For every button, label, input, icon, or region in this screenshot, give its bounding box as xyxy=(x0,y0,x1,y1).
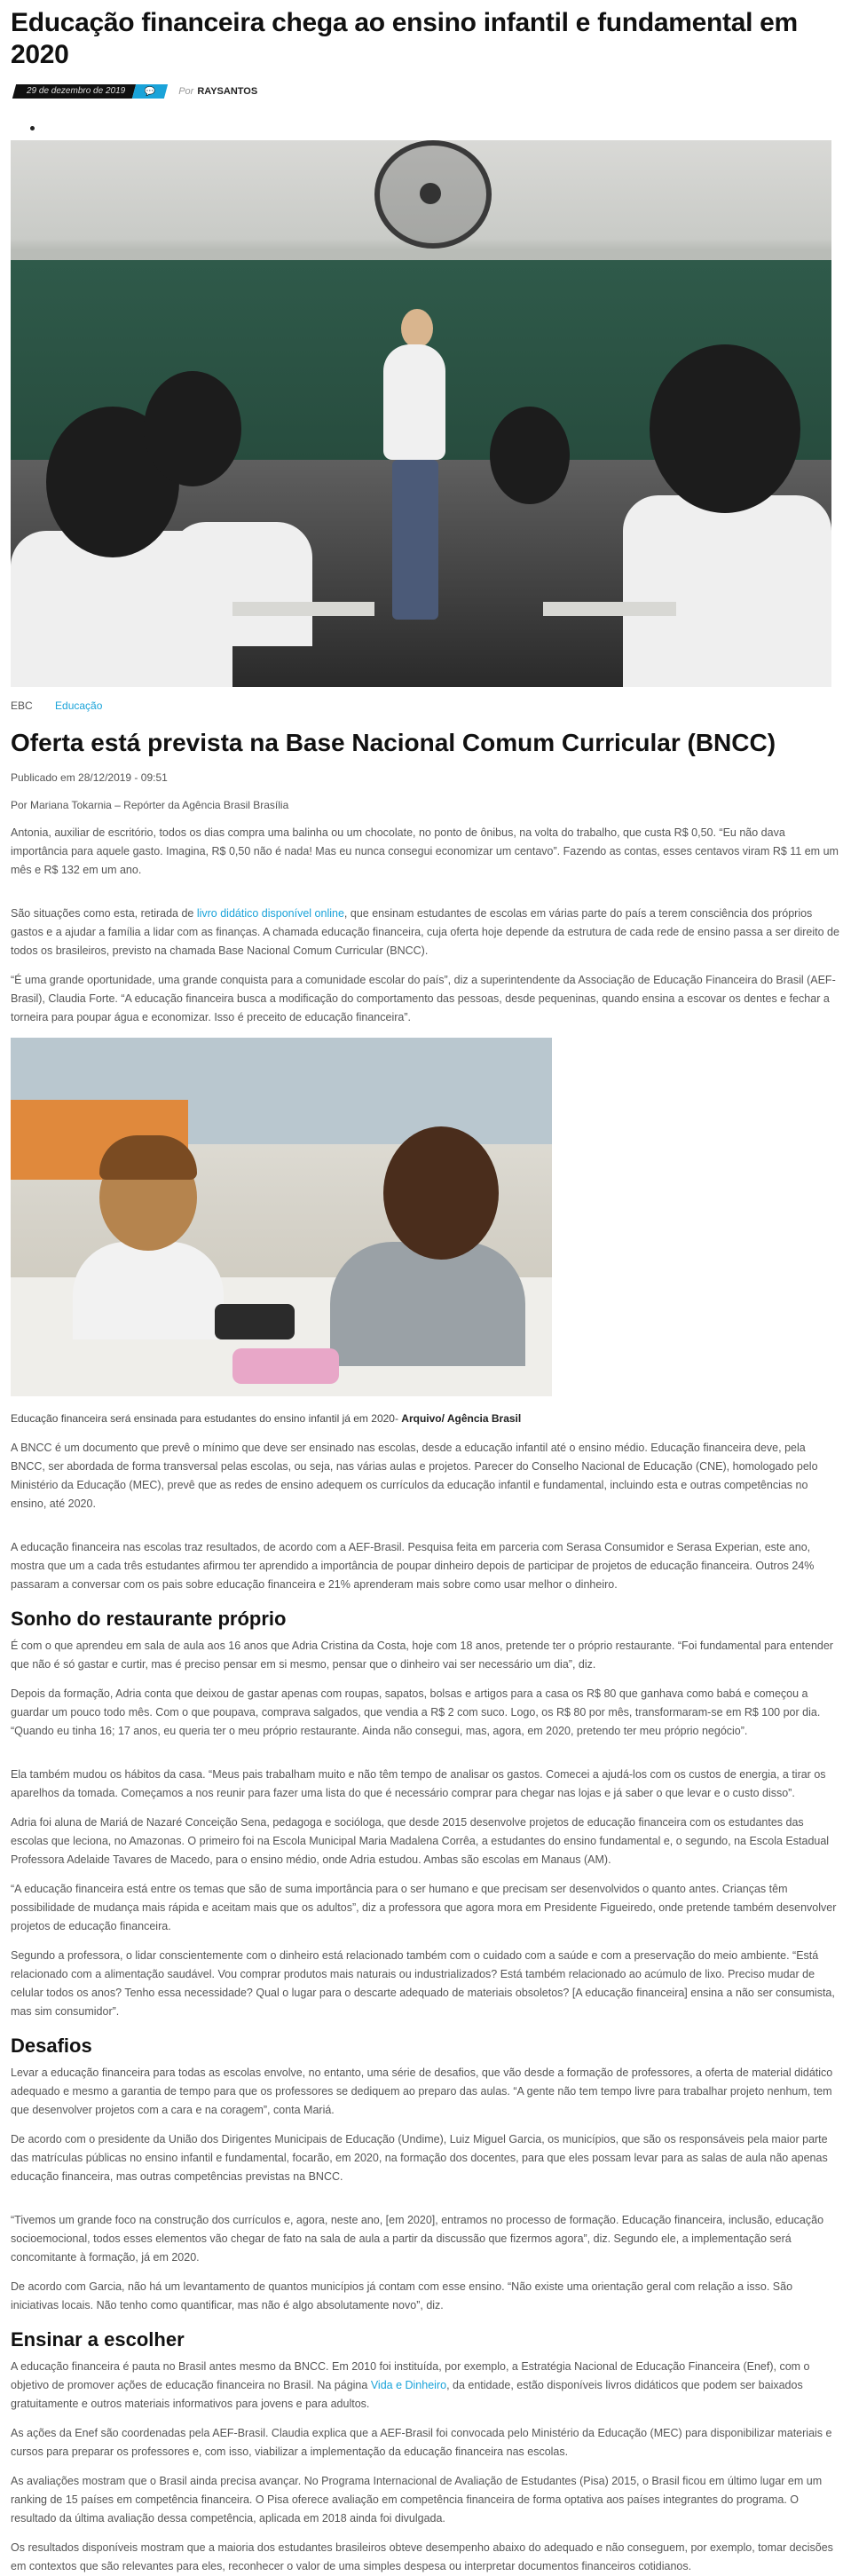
paragraph: Depois da formação, Adria conta que deixou de gastar apenas com roupas, sapatos, bolsas e artigos para a casa os R$ 80 que ganhava como babá e começou a guardar um pouco todo mês. Com o que poupava, comprava salgados, que vendia a R$ 2 com suco. Logo, os R$ 80 por mês, transformaram-se em R$ 100 por dia. “Quando eu tinha 16; 17 anos, eu queria ter o meu próprio restaurante. Ainda não consegui, mas, agora, em 2020, pretendo ter meu próprio negócio”. xyxy=(11,1687,821,1737)
date-badge xyxy=(12,84,136,99)
student-back-head xyxy=(490,407,570,504)
teacher xyxy=(401,309,433,348)
boy xyxy=(73,1242,224,1339)
hero-image xyxy=(11,140,831,687)
text: , que ensinam estudantes de escolas em várias parte do país a terem consciência dos próprios gastos e a ajudar a família a lidar com as finanças. A chamada educação financeira, cuja oferta hoje depende da estrutura de cada rede de ensino passa a ser direito de todos os brasileiros, previsto na chamada Base Nacional Comum Curricular (BNCC). xyxy=(11,907,839,957)
paragraph xyxy=(11,2358,843,2414)
student-mid xyxy=(170,522,312,646)
article-page xyxy=(11,0,843,2576)
paragraph: É com o que aprendeu em sala de aula aos 16 anos que Adria Cristina da Costa, hoje com 18 anos, pretende ter o próprio restaurante. “Foi fundamental para entender que não é só gastar e curtir, mas é preciso pensar em si mesmo, pensar que o dinheiro vai ser necessário um dia”, diz. xyxy=(11,1640,833,1671)
comments-badge[interactable] xyxy=(132,84,168,99)
link-livro-didatico[interactable]: livro didático disponível online xyxy=(196,907,344,920)
pink-pencil-case xyxy=(232,1348,339,1384)
ceiling-fan xyxy=(374,140,492,249)
paragraph xyxy=(11,905,843,960)
paragraph: As avaliações mostram que o Brasil ainda precisa avançar. No Programa Internacional de Avaliação de Estudantes (Pisa) 2015, o Brasil ficou em último lugar em um ranking de 15 países em competência financeira. O Pisa oferece avaliação em competência financeira de forma optativa aos países integrantes do programa. O resultado da última avaliação dessa competência, aplicada em 2018 ainda foi divulgada. xyxy=(11,2475,823,2525)
comment-icon: 💬 xyxy=(144,86,156,97)
desk xyxy=(232,602,374,616)
link-vida-e-dinheiro[interactable]: Vida e Dinheiro xyxy=(370,2379,447,2391)
paragraph: Levar a educação financeira para todas as escolas envolve, no entanto, uma série de desafios, que vão desde a formação de professores, a oferta de material didático adequado e mesmo a garantia de tempo para que os professores se dediquem ao preparo das aulas. “A gente não tem tempo livre para trabalhar projeto nenhum, tem que desenvolver projetos com a cara e na coragem”, conta Mariá. xyxy=(11,2066,833,2116)
paragraph: “É uma grande oportunidade, uma grande conquista para a comunidade escolar do país”, diz a superintendente da Associação de Educação Financeira do Brasil (AEF-Brasil), Claudia Forte. “A educação financeira busca a modificação do comportamento das pessoas, desde pequeninas, quando ensina a escovar os dentes e fechar a torneira para poupar água e economizar. Isso é preceito de educação financeira”. xyxy=(11,974,836,1023)
article-photo xyxy=(11,1038,552,1396)
photo-caption xyxy=(11,1410,843,1426)
paragraph: A BNCC é um documento que prevê o mínimo que deve ser ensinado nas escolas, desde a educação infantil até o ensino médio. Educação financeira deve, pela BNCC, ser abordada de forma transversal pelas escolas, ou seja, nas várias aulas e projetos. Parecer do Conselho Nacional de Educação (CNE), homologado pelo Ministério da Educação (MEC), prevê que as redes de ensino adequem os currículos da educação infantil e fundamental, incluindo esta e outras competências no ensino, até 2020. xyxy=(11,1442,818,1510)
girl-head xyxy=(383,1126,499,1260)
teacher-shirt xyxy=(383,344,445,460)
student-mid-head xyxy=(144,371,241,486)
article-subtitle: Oferta está prevista na Base Nacional Comum Curricular (BNCC) xyxy=(11,729,776,756)
pencil-case xyxy=(215,1304,295,1339)
section-heading: Desafios xyxy=(11,2035,92,2057)
section-heading: Ensinar a escolher xyxy=(11,2328,185,2351)
bullet-icon xyxy=(30,126,35,130)
paragraph: Antonia, auxiliar de escritório, todos os dias compra uma balinha ou um chocolate, no ponto de ônibus, na volta do trabalho, que custa R$ 0,50. “Eu não dava importância para aquele gasto. Imagina, R$ 0,50 não é nada! Mas eu nunca consegui economizar um centavo”. Fazendo as contas, esses centavos viram R$ 11 em um mês e R$ 132 em um ano. xyxy=(11,826,839,876)
text: A educação financeira é pauta no Brasil antes mesmo da BNCC. Em 2010 foi instituída, por exemplo, a Estratégia Nacional de Educação Financeira (Enef), com o objetivo de promover ações de educação financeira no Brasil. Na página xyxy=(11,2360,810,2391)
post-tags xyxy=(11,699,843,715)
paragraph: “A educação financeira está entre os temas que são de suma importância para o ser humano e que precisam ser desenvolvidos o quanto antes. Crianças têm possibilidade de mudança mais rápida e aceitam mais que os adultos”, diz a professora que agora mora em Presidente Figueiredo, onde pretende também desenvolver projetos de educação financeira. xyxy=(11,1883,837,1932)
paragraph: Segundo a professora, o lidar conscientemente com o dinheiro está relacionado também com o cuidado com a saúde e com a preservação do meio ambiente. “Está relacionado com a alimentação saudável. Vou comprar produtos mais naturais ou industrializados? Está também relacionado ao acúmulo de lixo. Preciso mudar de celular todos os anos? Tenho essa necessidade? Qual o lugar para o descarte adequado de materiais obsoletos? [A educação financeira] ensina a não ser consumista, mas sim consumidor”. xyxy=(11,1949,835,2018)
girl xyxy=(330,1242,525,1366)
caption-text: Educação financeira será ensinada para estudantes do ensino infantil já em 2020- xyxy=(11,1412,402,1425)
paragraph: De acordo com Garcia, não há um levantamento de quantos municípios já contam com esse ensino. “Não existe uma orientação geral com relação a isso. São iniciativas locais. Não tenho como quantificar, mas não é algo absolutamente novo”, diz. xyxy=(11,2280,793,2311)
tag-educacao[interactable]: Educação xyxy=(55,699,103,712)
desk xyxy=(543,602,676,616)
post-date: 29 de dezembro de 2019 xyxy=(27,86,126,96)
published-date: Publicado em 28/12/2019 - 09:51 xyxy=(11,771,168,784)
author-link[interactable]: RAYSANTOS xyxy=(197,86,258,97)
paragraph: De acordo com o presidente da União dos Dirigentes Municipais de Educação (Undime), Luiz Miguel Garcia, os municípios, que são os responsáveis pela maior parte das matrículas públicas no ensino infantil e fundamental, focarão, em 2020, na formação dos docentes, para que eles possam levar para as salas de aula não apenas educação financeira, mas outras competências previstas na BNCC. xyxy=(11,2133,828,2183)
text: São situações como esta, retirada de xyxy=(11,907,197,920)
byline: Por Mariana Tokarnia – Repórter da Agência Brasil Brasília xyxy=(11,799,289,811)
text: , da entidade, estão disponíveis livros didáticos que podem ser baixados gratuitamente e outros materiais informativos para jovens e para adultos. xyxy=(11,2379,803,2410)
paragraph: “Tivemos um grande foco na construção dos currículos e, agora, neste ano, [em 2020], entramos no processo de formação. Educação financeira, inclusão, educação socioemocional, todos esses elementos vão chegar de fato na sala de aula a partir da discussão que fizermos agora”, diz. Segundo ele, a implementação será concomitante à formação, já em 2020. xyxy=(11,2214,824,2264)
paragraph: Adria foi aluna de Mariá de Nazaré Conceição Sena, pedagoga e socióloga, que desde 2015 desenvolve projetos de educação financeira com os estudantes das escolas que leciona, no Amazonas. O primeiro foi na Escola Municipal Maria Madalena Corrêa, a estudantes do ensino fundamental e, o segundo, na Escola Estadual Professora Adelaide Tavares de Macedo, para o ensino médio, onde Adria estudou. Ambas são escolas em Manaus (AM). xyxy=(11,1816,830,1866)
paragraph: As ações da Enef são coordenadas pela AEF-Brasil. Claudia explica que a AEF-Brasil foi convocada pelo Ministério da Educação (MEC) para disponibilizar materiais e cursos para preparar os professores e, com isso, viabilizar a implementação da educação financeira nas escolas. xyxy=(11,2427,832,2458)
post-meta xyxy=(11,83,843,99)
section-heading: Sonho do restaurante próprio xyxy=(11,1608,287,1630)
paragraph: Os resultados disponíveis mostram que a maioria dos estudantes brasileiros obteve desempenho abaixo do adequado e não conseguem, por exemplo, tomar decisões em contextos que são relevantes para eles, reconhecer o valor de uma simples despesa ou interpretar documentos financeiros cotidianos. xyxy=(11,2541,833,2572)
by-label: Por xyxy=(178,86,194,97)
page-title: Educação financeira chega ao ensino infantil e fundamental em 2020 xyxy=(11,8,798,69)
teacher-legs xyxy=(392,460,438,620)
paragraph: A educação financeira nas escolas traz resultados, de acordo com a AEF-Brasil. Pesquisa feita em parceria com Serasa Consumidor e Serasa Experian, este ano, mostra que um a cada três estudantes afirmou ter aprendido a importância de poupar dinheiro depois de participar de projetos de educação financeira. Outros 24% passaram a conversar com os pais sobre educação financeira e 21% aprenderam mais sobre como usar melhor o dinheiro. xyxy=(11,1541,815,1591)
empty-list xyxy=(11,99,843,140)
student-right xyxy=(623,495,831,687)
paragraph: Ela também mudou os hábitos da casa. “Meus pais trabalham muito e não têm tempo de analisar os gastos. Comecei a ajudá-los com os custos de energia, a tirar os aparelhos da tomada. Começamos a nos reunir para fazer uma lista do que é necessário comprar para chegar nas lojas e já saber o que levar e o custo disso”. xyxy=(11,1768,826,1799)
caption-credit: Arquivo/ Agência Brasil xyxy=(401,1412,522,1425)
student-right-head xyxy=(650,344,800,513)
tag-ebc[interactable]: EBC xyxy=(11,699,33,712)
